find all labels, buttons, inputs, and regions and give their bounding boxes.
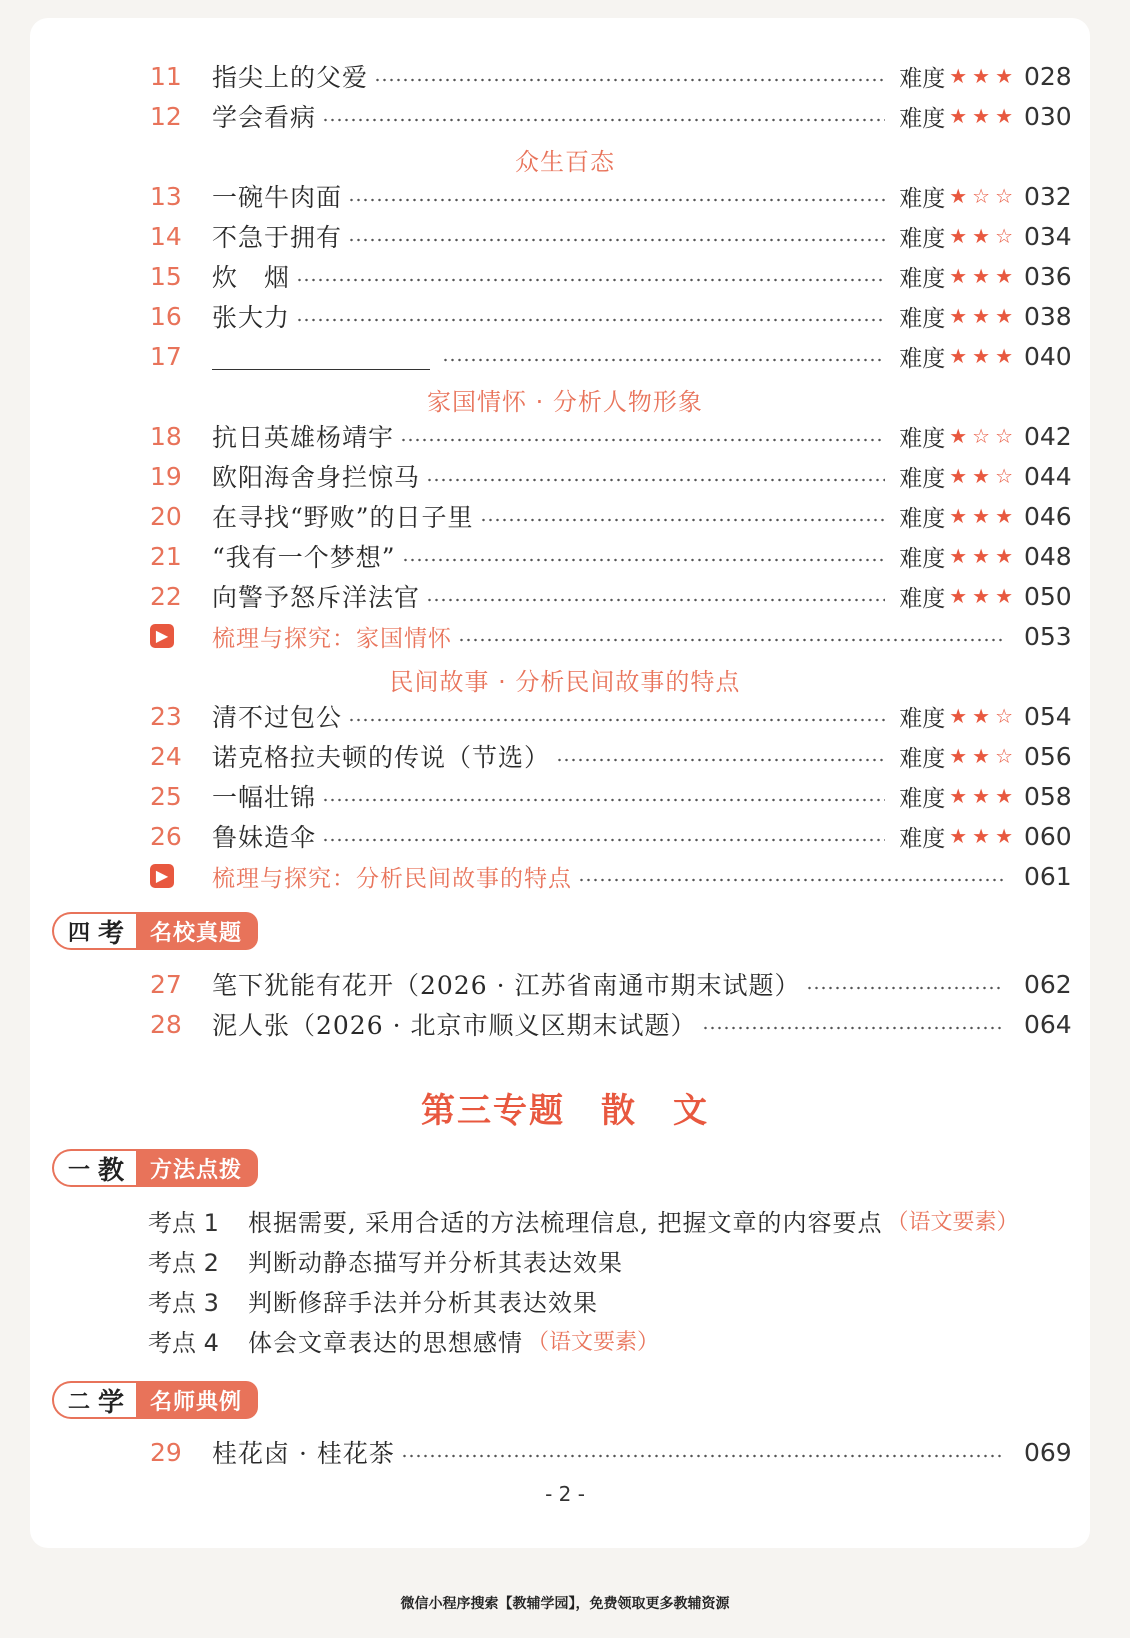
footer-note: 微信小程序搜索【教辅学园】，免费领取更多教辅资源 <box>400 1596 730 1612</box>
exam-point <box>148 1280 1070 1320</box>
difficulty-label: 难度 <box>899 185 946 212</box>
entry-number: 23 <box>150 701 182 731</box>
entry-number: 27 <box>150 969 182 999</box>
badge-label: 名师典例 <box>136 1381 258 1419</box>
star-icons: ★★☆ <box>949 744 1018 768</box>
entry-page: 050 <box>1024 581 1072 611</box>
entry-page: 060 <box>1024 821 1072 851</box>
star-icons: ★★★ <box>949 584 1018 608</box>
point-note: （语文要素） <box>886 1209 1019 1235</box>
badge-word: 学 <box>98 1387 125 1418</box>
entry-title: 一幅壮锦 <box>212 783 317 812</box>
entry-number: 16 <box>150 301 182 331</box>
entry-title: 清不过包公 <box>212 703 343 732</box>
entry-page: 042 <box>1024 421 1072 451</box>
difficulty-rating <box>899 420 1018 453</box>
difficulty-rating <box>899 220 1018 253</box>
entry-page: 032 <box>1024 181 1072 211</box>
dot-leader <box>402 558 886 562</box>
difficulty-rating <box>899 740 1018 773</box>
badge-ordinal: 四 <box>68 920 91 946</box>
dot-leader <box>702 1026 1004 1030</box>
star-icons: ★★☆ <box>949 704 1018 728</box>
difficulty-label: 难度 <box>899 105 946 132</box>
difficulty-label: 难度 <box>899 505 946 532</box>
arrow-right-icon: ▶ <box>150 624 174 648</box>
difficulty-rating <box>899 780 1018 813</box>
entry-page: 056 <box>1024 741 1072 771</box>
difficulty-rating <box>899 300 1018 333</box>
difficulty-rating <box>899 580 1018 613</box>
dot-leader <box>578 878 1004 882</box>
difficulty-label: 难度 <box>899 465 946 492</box>
entry-page: 030 <box>1024 101 1072 131</box>
badge-word: 考 <box>98 918 125 949</box>
toc-entry[interactable] <box>150 496 1070 536</box>
entry-page: 044 <box>1024 461 1072 491</box>
difficulty-rating <box>899 540 1018 573</box>
toc-entry[interactable] <box>150 96 1070 136</box>
entry-number: 26 <box>150 821 182 851</box>
entry-number: 21 <box>150 541 182 571</box>
star-icons: ★★☆ <box>949 464 1018 488</box>
summary-page: 053 <box>1024 621 1072 651</box>
entry-page: 062 <box>1024 969 1072 999</box>
badge-ordinal: 二 <box>68 1389 91 1415</box>
difficulty-rating <box>899 700 1018 733</box>
badge-label: 名校真题 <box>136 912 258 950</box>
entry-page: 048 <box>1024 541 1072 571</box>
entry-page: 069 <box>1024 1437 1072 1467</box>
section-heading: 家国情怀 · 分析人物形象 <box>427 388 703 416</box>
star-icons: ★★★ <box>949 504 1018 528</box>
toc-entry[interactable] <box>150 336 1070 376</box>
entry-number: 15 <box>150 261 182 291</box>
entry-number: 24 <box>150 741 182 771</box>
entry-page: 046 <box>1024 501 1072 531</box>
difficulty-rating <box>899 260 1018 293</box>
blank-title-line <box>212 343 430 370</box>
badge-word: 教 <box>98 1155 125 1186</box>
star-icons: ★★★ <box>949 64 1018 88</box>
dot-leader <box>374 78 885 82</box>
difficulty-label: 难度 <box>899 265 946 292</box>
entry-page: 036 <box>1024 261 1072 291</box>
difficulty-label: 难度 <box>899 225 946 252</box>
difficulty-label: 难度 <box>899 545 946 572</box>
entry-title: 诺克格拉夫顿的传说（节选） <box>212 743 551 772</box>
entry-number: 29 <box>150 1437 182 1467</box>
entry-title: 一碗牛肉面 <box>212 183 343 212</box>
star-icons: ★★★ <box>949 544 1018 568</box>
entry-title: 欧阳海舍身拦惊马 <box>212 463 421 492</box>
difficulty-rating <box>899 340 1018 373</box>
dot-leader <box>322 798 885 802</box>
point-label: 考点 1 <box>148 1208 219 1237</box>
difficulty-label: 难度 <box>899 745 946 772</box>
entry-number: 14 <box>150 221 182 251</box>
dot-leader <box>426 598 885 602</box>
difficulty-rating <box>899 180 1018 213</box>
difficulty-label: 难度 <box>899 785 946 812</box>
dot-leader <box>442 358 885 362</box>
summary-title: 梳理与探究：家国情怀 <box>212 625 452 652</box>
toc-entry[interactable] <box>150 256 1070 296</box>
difficulty-label: 难度 <box>899 585 946 612</box>
entry-number: 11 <box>150 61 182 91</box>
entry-page: 054 <box>1024 701 1072 731</box>
toc-entry[interactable] <box>150 736 1070 776</box>
entry-number: 25 <box>150 781 182 811</box>
entry-page: 038 <box>1024 301 1072 331</box>
entry-title: 泥人张（2026 · 北京市顺义区期末试题） <box>212 1011 697 1040</box>
entry-page: 028 <box>1024 61 1072 91</box>
star-icons: ★★★ <box>949 344 1018 368</box>
entry-title: 学会看病 <box>212 103 317 132</box>
exam-point <box>148 1200 1070 1240</box>
difficulty-rating <box>899 500 1018 533</box>
entry-title: “我有一个梦想” <box>212 543 396 572</box>
badge-exam <box>52 912 258 950</box>
page-number: - 2 - <box>545 1482 585 1506</box>
toc-entry[interactable] <box>150 1004 1070 1044</box>
difficulty-rating <box>899 100 1018 133</box>
difficulty-rating <box>899 820 1018 853</box>
difficulty-label: 难度 <box>899 825 946 852</box>
point-text: 判断修辞手法并分析其表达效果 <box>248 1288 598 1317</box>
summary-entry[interactable] <box>150 856 1070 896</box>
dot-leader <box>426 478 885 482</box>
star-icons: ★☆☆ <box>949 184 1018 208</box>
toc-entry[interactable] <box>150 576 1070 616</box>
entry-title: 笔下犹能有花开（2026 · 江苏省南通市期末试题） <box>212 971 801 1000</box>
toc-entry[interactable] <box>150 696 1070 736</box>
dot-leader <box>400 438 885 442</box>
entry-number: 20 <box>150 501 182 531</box>
difficulty-label: 难度 <box>899 425 946 452</box>
dot-leader <box>806 986 1004 990</box>
entry-page: 058 <box>1024 781 1072 811</box>
entry-number: 12 <box>150 101 182 131</box>
badge-ordinal: 一 <box>68 1157 91 1183</box>
entry-title: 炊 烟 <box>212 263 291 292</box>
entry-page: 064 <box>1024 1009 1072 1039</box>
difficulty-label: 难度 <box>899 305 946 332</box>
toc-entry[interactable] <box>150 536 1070 576</box>
summary-page: 061 <box>1024 861 1072 891</box>
entry-title: 在寻找“野败”的日子里 <box>212 503 474 532</box>
toc-entry[interactable] <box>150 176 1070 216</box>
badge-label: 方法点拨 <box>136 1149 258 1187</box>
badge-method <box>52 1149 258 1187</box>
entry-number: 22 <box>150 581 182 611</box>
dot-leader <box>480 518 886 522</box>
star-icons: ★★★ <box>949 264 1018 288</box>
entry-number: 17 <box>150 341 182 371</box>
point-text: 体会文章表达的思想感情 <box>248 1328 523 1357</box>
toc-entry[interactable] <box>150 416 1070 456</box>
point-text: 根据需要, 采用合适的方法梳理信息, 把握文章的内容要点 <box>248 1208 883 1237</box>
section-heading: 众生百态 <box>515 148 615 176</box>
point-note: （语文要素） <box>527 1329 660 1355</box>
star-icons: ★☆☆ <box>949 424 1018 448</box>
entry-title: 张大力 <box>212 303 291 332</box>
entry-title: 向警予怒斥洋法官 <box>212 583 421 612</box>
star-icons: ★★★ <box>949 784 1018 808</box>
badge-number <box>52 1381 136 1419</box>
point-text: 判断动静态描写并分析其表达效果 <box>248 1248 623 1277</box>
entry-title: 鲁妹造伞 <box>212 823 317 852</box>
difficulty-rating <box>899 60 1018 93</box>
entry-page: 040 <box>1024 341 1072 371</box>
toc-entry[interactable] <box>150 456 1070 496</box>
dot-leader <box>556 758 885 762</box>
toc-entry[interactable] <box>150 296 1070 336</box>
entry-number: 18 <box>150 421 182 451</box>
difficulty-label: 难度 <box>899 705 946 732</box>
exam-point <box>148 1320 1070 1360</box>
dot-leader <box>348 198 885 202</box>
dot-leader <box>458 638 1004 642</box>
summary-title: 梳理与探究：分析民间故事的特点 <box>212 865 572 892</box>
toc-entry[interactable] <box>150 816 1070 856</box>
exam-point <box>148 1240 1070 1280</box>
star-icons: ★★☆ <box>949 224 1018 248</box>
toc-entry[interactable] <box>150 56 1070 96</box>
toc-entry[interactable] <box>150 216 1070 256</box>
point-label: 考点 4 <box>148 1328 219 1357</box>
entry-title: 指尖上的父爱 <box>212 63 369 92</box>
point-label: 考点 2 <box>148 1248 219 1277</box>
dot-leader <box>348 238 885 242</box>
entry-title: 桂花卤 · 桂花茶 <box>212 1439 395 1468</box>
dot-leader <box>296 278 885 282</box>
badge-number <box>52 1149 136 1187</box>
entry-title: 抗日英雄杨靖宇 <box>212 423 395 452</box>
toc-entry[interactable] <box>150 776 1070 816</box>
badge-examples <box>52 1381 258 1419</box>
dot-leader <box>401 1454 1004 1458</box>
difficulty-label: 难度 <box>899 65 946 92</box>
entry-title: 不急于拥有 <box>212 223 343 252</box>
star-icons: ★★★ <box>949 824 1018 848</box>
toc-entry[interactable] <box>150 964 1070 1004</box>
difficulty-label: 难度 <box>899 345 946 372</box>
badge-number <box>52 912 136 950</box>
dot-leader <box>296 318 885 322</box>
dot-leader <box>322 118 885 122</box>
toc-entry[interactable] <box>150 1432 1070 1472</box>
summary-entry[interactable] <box>150 616 1070 656</box>
dot-leader <box>322 838 885 842</box>
entry-number: 13 <box>150 181 182 211</box>
star-icons: ★★★ <box>949 104 1018 128</box>
entry-number: 28 <box>150 1009 182 1039</box>
dot-leader <box>348 718 885 722</box>
section-heading: 民间故事 · 分析民间故事的特点 <box>389 668 741 696</box>
point-label: 考点 3 <box>148 1288 219 1317</box>
arrow-right-icon: ▶ <box>150 864 174 888</box>
star-icons: ★★★ <box>949 304 1018 328</box>
difficulty-rating <box>899 460 1018 493</box>
entry-page: 034 <box>1024 221 1072 251</box>
entry-number: 19 <box>150 461 182 491</box>
chapter-title: 第三专题 散 文 <box>421 1091 709 1131</box>
